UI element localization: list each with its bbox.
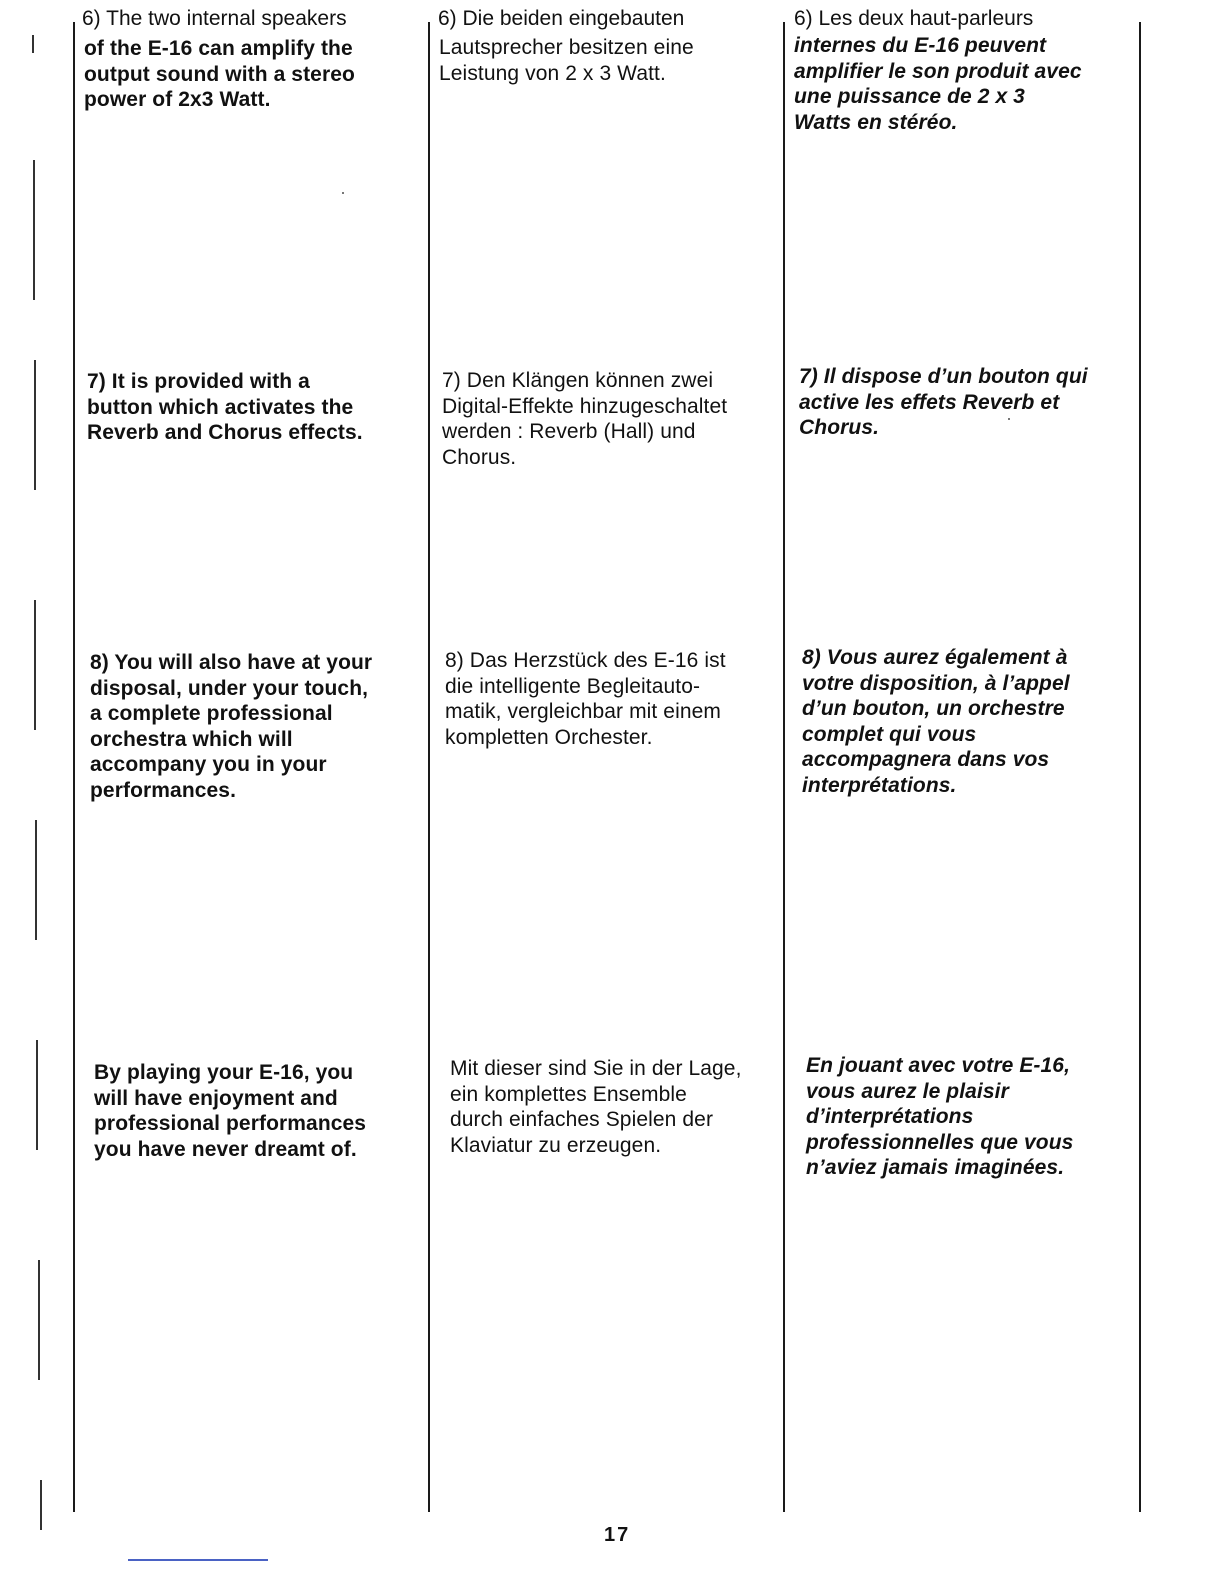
french-effects-text: 7) Il dispose d’un bouton qui active les effets Reverb et Chorus. (799, 365, 1088, 439)
margin-mark (34, 600, 36, 730)
margin-mark (38, 1260, 40, 1380)
column-divider-right (1139, 22, 1141, 1512)
english-effects-text: 7) It is provided with a button which activates the Reverb and Chorus effects. (87, 370, 363, 444)
column-divider-2 (783, 22, 785, 1512)
scan-speck (342, 192, 344, 194)
margin-mark (32, 35, 34, 53)
french-closing-text: En jouant avec votre E-16, vous aurez le plaisir d’interprétations professionnelles que vous n’aviez jamais imaginées. (806, 1054, 1074, 1179)
cutoff-line-german: 6) Die beiden eingebauten (438, 7, 685, 30)
margin-mark (36, 1040, 38, 1150)
french-speakers-text: internes du E-16 peuvent amplifier le son produit avec une puissance de 2 x 3 Watts en stéréo. (794, 34, 1082, 134)
german-speakers-text: Lautsprecher besitzen eine Leistung von 2 x 3 Watt. (439, 36, 694, 85)
margin-mark (40, 1480, 42, 1530)
bottom-rule (128, 1559, 268, 1561)
margin-mark (34, 360, 36, 490)
margin-mark (35, 820, 37, 940)
english-closing-text: By playing your E-16, you will have enjoyment and professional performances you have never dreamt of. (94, 1061, 367, 1161)
cutoff-line-english: 6) The two internal speakers (82, 7, 347, 30)
column-divider-1 (428, 22, 430, 1512)
column-divider-left (73, 22, 75, 1512)
english-speakers-text: of the E-16 can amplify the output sound with a stereo power of 2x3 Watt. (84, 37, 355, 111)
cutoff-line-french: 6) Les deux haut-parleurs (794, 7, 1034, 30)
german-closing-text: Mit dieser sind Sie in der Lage, ein komplettes Ensemble durch einfaches Spielen der Klaviatur zu erzeugen. (450, 1057, 742, 1157)
french-orchestra-text: 8) Vous aurez également à votre disposition, à l’appel d’un bouton, un orchestre complet qui vous accompagnera dans vos interprétations. (802, 646, 1070, 797)
page-number: 17 (604, 1524, 631, 1546)
german-effects-text: 7) Den Klängen können zwei Digital-Effekte hinzugeschaltet werden : Reverb (Hall) und Chorus. (442, 369, 728, 469)
german-orchestra-text: 8) Das Herzstück des E-16 ist die intelligente Begleitauto- matik, vergleichbar mit einem kompletten Orchester. (445, 649, 726, 749)
margin-mark (33, 160, 35, 300)
english-orchestra-text: 8) You will also have at your disposal, under your touch, a complete professional orchestra which will accompany you in your performances. (90, 651, 373, 802)
